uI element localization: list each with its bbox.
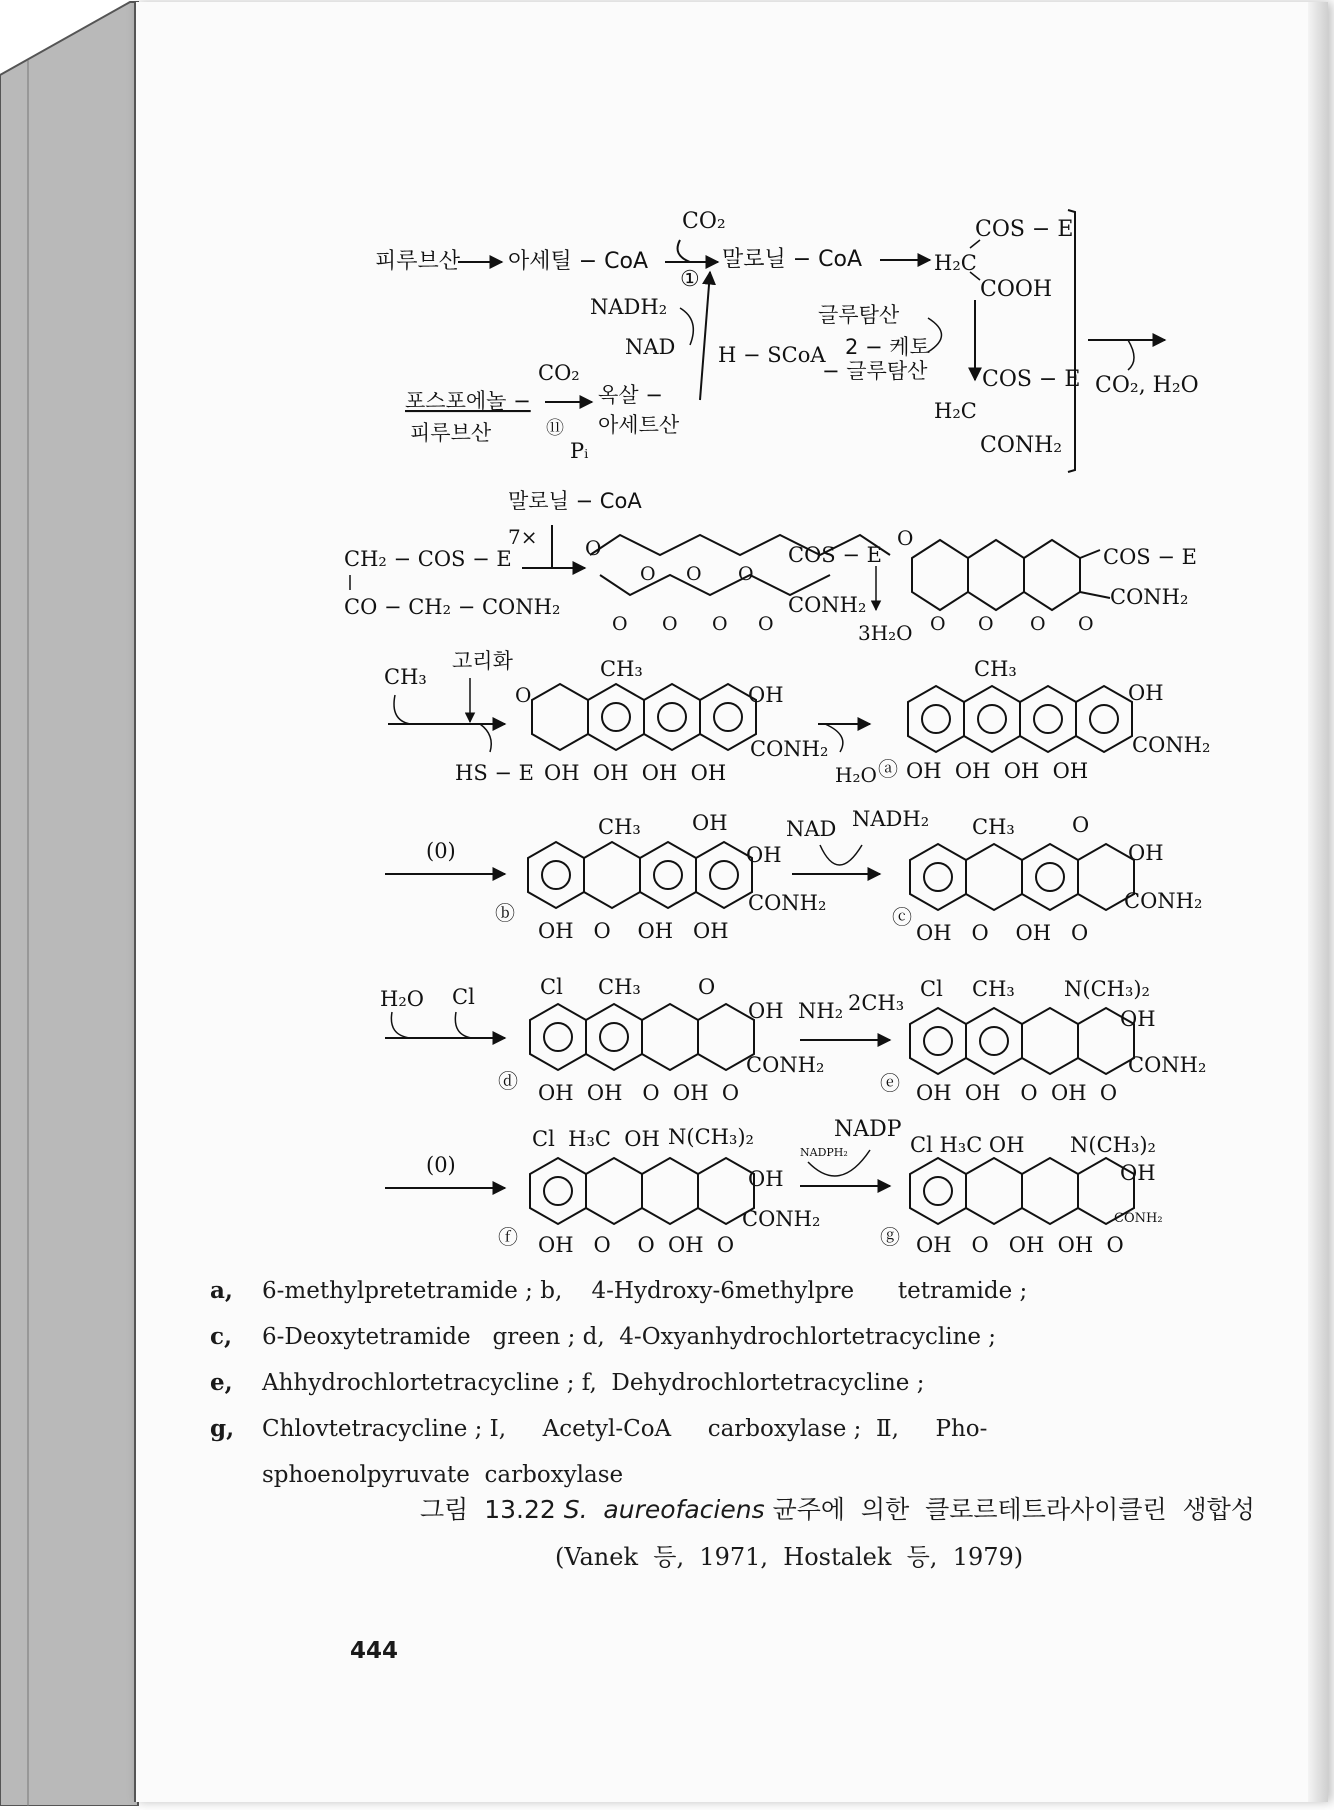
row5-h2o-label: H₂O: [380, 987, 424, 1011]
oh-right-f-label: OH: [748, 1167, 784, 1191]
tetracyclic-b-aromatic: [908, 686, 1132, 752]
svg-text:O: O: [738, 563, 754, 585]
tetracyclic-f: [530, 1158, 754, 1224]
bond-line: [680, 308, 693, 345]
bottom-b-label: OH O OH OH: [538, 919, 729, 943]
acetyl-coa-label: 아세틸 − CoA: [508, 249, 649, 274]
step-1-label: ①: [680, 267, 700, 292]
page-number: 444: [350, 1638, 399, 1664]
tetracyclic-e: [910, 1008, 1134, 1074]
cos-e-label: COS − E: [975, 217, 1074, 242]
cyclization-label: 고리화: [452, 649, 513, 673]
label-e: ⓔ: [880, 1071, 900, 1095]
nadph2-label: NADPH₂: [800, 1146, 848, 1159]
step-11-label: ⑪: [546, 418, 564, 439]
svg-text:O: O: [1030, 613, 1046, 635]
figure-citation: (Vanek 등, 1971, Hostalek 등, 1979): [555, 1543, 1024, 1571]
co2-incoming-arc: [678, 240, 690, 262]
pyruvate-label: 피루브산: [375, 249, 461, 274]
conh2-b-label: CONH₂: [1132, 733, 1211, 757]
tetracyclic-b: [528, 842, 752, 908]
legend-block: [210, 1268, 1190, 1498]
ch2-cos-e-label: CH₂ − COS − E: [344, 547, 512, 571]
glutamate-label: 글루탐산: [818, 303, 900, 327]
nme2-e-label: N(CH₃)₂: [1064, 977, 1150, 1001]
legend-key: a,: [210, 1277, 233, 1304]
legend-text: Chlovtetracycline ; I, Acetyl-CoA carboxylase ; Ⅱ, Pho-: [262, 1416, 988, 1442]
svg-text:O: O: [978, 613, 994, 635]
ring-o3-label: O: [515, 683, 532, 707]
polyketide-oxygens: [612, 563, 774, 635]
nadp-label: NADP: [834, 1117, 902, 1142]
figure-species: S. aureofaciens: [563, 1495, 765, 1524]
legend-key: e,: [210, 1369, 233, 1396]
svg-text:O: O: [686, 563, 702, 585]
legend-row: [210, 1314, 1190, 1360]
conh2-row4c-label: CONH₂: [1124, 889, 1203, 913]
tricyclic-ring: [912, 540, 1110, 610]
oh-right-g-label: OH: [1120, 1161, 1156, 1185]
figure-prefix: 그림 13.22: [420, 1495, 564, 1524]
tricyclic-oxygens: [930, 613, 1094, 635]
co2-top-label: CO₂: [682, 209, 726, 234]
legend-row: [210, 1406, 1190, 1452]
nadh2-label: NADH₂: [590, 295, 668, 319]
label-c: ⓒ: [892, 905, 912, 929]
nme2-g-label: N(CH₃)₂: [1070, 1133, 1156, 1157]
label-f: ⓕ: [498, 1225, 518, 1249]
bottom-g-label: OH O OH OH O: [916, 1233, 1124, 1257]
arrow-oxalo-to-malonyl: [700, 272, 710, 400]
svg-text:O: O: [1078, 613, 1094, 635]
oh-right-c-label: OH: [1128, 841, 1164, 865]
row6-oxid-label: (0): [426, 1153, 456, 1177]
row2-malonyl-label: 말로닐 − CoA: [508, 489, 642, 513]
bond-line: [1128, 340, 1134, 370]
times7-label: 7×: [508, 525, 538, 549]
oh-top-b-label: OH: [692, 811, 728, 835]
bond-line: [928, 318, 942, 352]
bottom-c-label: OH O OH O: [916, 921, 1089, 945]
legend-row: [210, 1360, 1190, 1406]
svg-text:O: O: [640, 563, 656, 585]
bottom-f-label: OH O O OH O: [538, 1233, 735, 1257]
nad-label: NAD: [625, 335, 676, 359]
cooh-label: COOH: [980, 277, 1053, 302]
cos-e-a-label: COS − E: [788, 543, 882, 567]
label-b: ⓑ: [495, 901, 515, 925]
ring-o-label: O: [585, 536, 602, 560]
tetracyclic-c: [910, 844, 1134, 910]
bond-line: [820, 845, 862, 865]
legend-key: g,: [210, 1415, 235, 1442]
bond-line: [455, 1012, 472, 1038]
figure-title: [420, 1490, 1255, 1526]
h2c2-label: H₂C: [934, 399, 977, 423]
oh-row-b-label: OH OH OH OH: [906, 759, 1089, 783]
tetracyclic-d: [530, 1004, 754, 1070]
co2-left-label: CO₂: [538, 361, 580, 385]
top-f-label: Cl H₃C OH: [532, 1127, 660, 1151]
ch3-row4c-label: CH₃: [972, 815, 1015, 839]
bottom-e-label: OH OH O OH O: [916, 1081, 1118, 1105]
row4-oxid-label: (0): [426, 839, 456, 863]
conh2-g-label: CONH₂: [1114, 1211, 1163, 1226]
oh-right-b-label: OH: [746, 843, 782, 867]
oxaloacetate-label-b: 아세트산: [598, 413, 680, 437]
ch3-e-label: CH₃: [972, 977, 1015, 1001]
hs-e-label: HS − E: [455, 761, 534, 785]
malonyl-coa-label: 말로닐 − CoA: [722, 247, 863, 272]
ketoglutarate-label-a: 2 − 케토: [845, 335, 930, 359]
h2c-label: H₂C: [934, 251, 977, 275]
ring-o2-label: O: [897, 526, 914, 550]
legend-row: [210, 1268, 1190, 1314]
bond-line: [391, 1012, 410, 1038]
ch3-in-label: CH₃: [384, 665, 427, 689]
oxaloacetate-label-a: 옥살 −: [598, 383, 663, 407]
oh-b-label: OH: [1128, 681, 1164, 705]
cl-d-label: Cl: [540, 975, 563, 999]
oh-a-label: OH: [748, 683, 784, 707]
label-d: ⓓ: [498, 1069, 518, 1093]
cl-e-label: Cl: [920, 977, 943, 1001]
ch3-d-label: CH₃: [598, 975, 641, 999]
nh2-label: NH₂: [798, 999, 844, 1023]
pep-label-a: 포스포에놀 −: [405, 389, 531, 413]
conh2-b-label: CONH₂: [1110, 585, 1189, 609]
oh-right-d-label: OH: [748, 999, 784, 1023]
tetracyclic-g: [910, 1158, 1134, 1224]
pi-label: Pᵢ: [570, 439, 589, 463]
legend-text: 6-Deoxytetramide green ; d, 4-Oxyanhydrochlortetracycline ;: [262, 1324, 997, 1350]
ch3-a-label: CH₃: [600, 657, 643, 681]
legend-key: c,: [210, 1323, 233, 1350]
dimethyl-label: 2CH₃: [848, 991, 905, 1015]
svg-text:O: O: [612, 613, 628, 635]
conh2-row4b-label: CONH₂: [748, 891, 827, 915]
conh2-a-label: CONH₂: [750, 737, 829, 761]
ch3-b-label: CH₃: [974, 657, 1017, 681]
bottom-d-label: OH OH O OH O: [538, 1081, 740, 1105]
h2o-row3-label: H₂O: [835, 763, 877, 787]
cos-e-b-label: COS − E: [1103, 545, 1197, 569]
conh2-label: CONH₂: [980, 433, 1063, 458]
cos-e2-label: COS − E: [982, 367, 1081, 392]
co2-h2o-label: CO₂, H₂O: [1095, 373, 1199, 398]
pep-label-b: 피루브산: [410, 421, 492, 445]
nadh2-row4-label: NADH₂: [852, 807, 930, 831]
conh2-e-label: CONH₂: [1128, 1053, 1207, 1077]
bond-line: [394, 695, 410, 724]
oh-right-e-label: OH: [1120, 1007, 1156, 1031]
svg-text:O: O: [930, 613, 946, 635]
bracket-right: [1068, 210, 1075, 472]
h-scoa-label: H − SCoA: [718, 343, 826, 367]
ch3-row4b-label: CH₃: [598, 815, 641, 839]
top-g-label: Cl H₃C OH: [910, 1133, 1025, 1157]
oh-row-a-label: OH OH OH OH: [544, 761, 727, 785]
legend-text: Ahhydrochlortetracycline ; f, Dehydrochlortetracycline ;: [262, 1370, 925, 1396]
bond-line: [480, 724, 491, 752]
label-g: ⓖ: [880, 1225, 900, 1249]
conh2-d-label: CONH₂: [746, 1053, 825, 1077]
tetracyclic-a: [532, 684, 756, 750]
svg-text:O: O: [662, 613, 678, 635]
ketoglutarate-label-b: − 글루탐산: [822, 359, 928, 383]
legend-continuation: sphoenolpyruvate carboxylase: [262, 1462, 624, 1488]
figure-suffix: 균주에 의한 클로르테트라사이클린 생합성: [764, 1495, 1255, 1524]
svg-text:O: O: [712, 613, 728, 635]
water3-label: 3H₂O: [858, 621, 913, 645]
nme2-f-label: N(CH₃)₂: [668, 1125, 754, 1149]
legend-text: 6-methylpretetramide ; b, 4-Hydroxy-6methylpre tetramide ;: [262, 1278, 1028, 1304]
svg-text:O: O: [758, 613, 774, 635]
conh2-a-label: CONH₂: [788, 593, 867, 617]
nad-row4-label: NAD: [786, 817, 837, 841]
co-ch2-conh2-label: CO − CH₂ − CONH₂: [344, 595, 561, 619]
row5-cl-label: Cl: [452, 985, 475, 1009]
o-top-c-label: O: [1072, 813, 1090, 837]
label-a: ⓐ: [878, 757, 898, 781]
o-top-d-label: O: [698, 975, 716, 999]
conh2-f-label: CONH₂: [742, 1207, 821, 1231]
